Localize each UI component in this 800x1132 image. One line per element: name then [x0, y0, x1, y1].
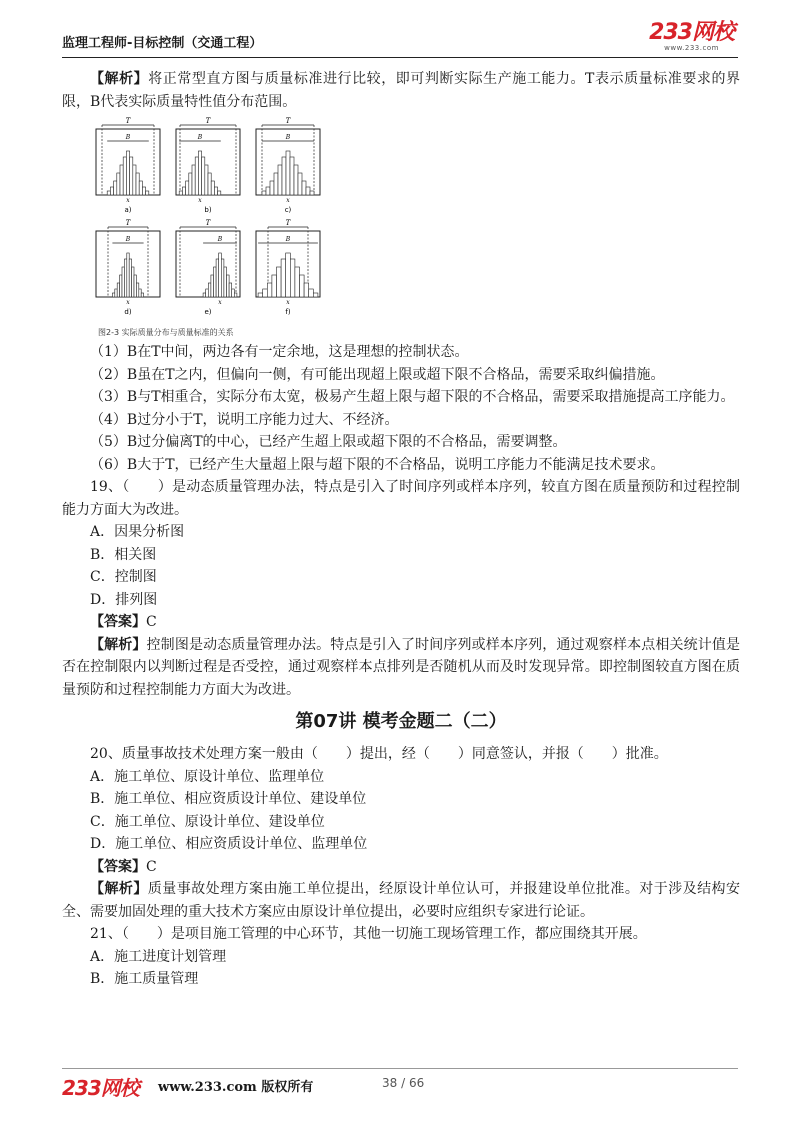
q19-analysis — [62, 634, 740, 702]
histogram-panels — [92, 115, 332, 320]
panel-d-t-label: T — [125, 219, 131, 227]
brand-logo[interactable] — [649, 22, 734, 52]
q19-option-d: D．排列图 — [90, 591, 158, 608]
panel-a-bar — [117, 173, 120, 195]
panel-c-label: c) — [284, 206, 292, 214]
panel-b-t-label: T — [205, 117, 211, 125]
histogram-figure — [92, 115, 332, 337]
panel-c-bar — [302, 181, 306, 195]
panel-f-bar — [272, 275, 277, 297]
panel-e-bar — [206, 289, 209, 297]
answer-tag: 【答案】 — [90, 614, 146, 630]
q20-answer — [62, 856, 740, 879]
q19-answer — [62, 611, 740, 634]
panel-d-label: d) — [124, 308, 132, 316]
document-title: 监理工程师-目标控制（交通工程） — [62, 36, 263, 51]
panel-e-bar — [221, 259, 224, 297]
q20-option-c: C．施工单位、原设计单位、建设单位 — [90, 813, 325, 830]
panel-d-bar — [136, 283, 138, 297]
footer-logo[interactable]: 233网校 — [62, 1076, 139, 1100]
panel-b-x-label: x — [198, 197, 202, 204]
panel-e-bar — [219, 253, 222, 297]
panel-d-bar — [122, 267, 124, 297]
logo-text: 233网校 — [649, 20, 734, 45]
panel-d-x-label: x — [126, 299, 130, 306]
panel-f-bar — [309, 289, 314, 297]
panel-e-bar — [227, 275, 230, 297]
q19-option-a: A．因果分析图 — [90, 524, 185, 540]
panel-e-bar — [234, 293, 237, 297]
panel-e-bar — [208, 283, 211, 297]
analysis-tag: 【解析】 — [90, 71, 149, 87]
panel-c-bar — [310, 191, 314, 195]
explanation-3: （3）B与T相重合，实际分布太宽，极易产生超上限与超下限的不合格品，需要采取措施提高工序能力。 — [90, 389, 735, 405]
page-number: 38 / 66 — [382, 1076, 425, 1090]
panel-b-label: b) — [204, 206, 212, 214]
panel-c-bar — [282, 157, 286, 195]
panel-b-bar — [214, 187, 217, 195]
intro-text: 将正常型直方图与质量标准进行比较，即可判断实际生产施工能力。T表示质量标准要求的界限，B代表实际质量特性值分布范围。 — [62, 71, 741, 110]
panel-c-b-label: B — [285, 134, 291, 141]
panel-f-bar — [263, 289, 268, 297]
panel-a-bar — [123, 157, 126, 195]
panel-c-bar — [286, 151, 290, 195]
panel-d-bar — [129, 259, 131, 297]
panel-f-bar — [300, 275, 305, 297]
analysis-tag: 【解析】 — [90, 881, 148, 897]
panel-b-bar — [192, 165, 195, 195]
panel-f-bar — [281, 259, 286, 297]
panel-f-b-label: B — [285, 236, 291, 243]
analysis-text: 质量事故处理方案由施工单位提出，经原设计单位认可，并报建设单位批准。对于涉及结构安全、需要加固处理的重大技术方案应由原设计单位提出，必要时应组织专家进行论证。 — [62, 881, 741, 920]
panel-f-bar — [258, 293, 263, 297]
page-content — [62, 68, 740, 991]
footer-divider — [62, 1068, 738, 1069]
q20-analysis — [62, 878, 740, 923]
panel-e-bar — [214, 267, 217, 297]
panel-f-x-label: x — [286, 299, 290, 306]
panel-a-label: a) — [124, 206, 132, 214]
panel-a-bar — [133, 165, 136, 195]
answer-value: C — [146, 614, 157, 630]
panel-c-bar — [274, 173, 278, 195]
figure-caption: 图2-3 实际质量分布与质量标准的关系 — [98, 328, 234, 337]
explanation-1: （1）B在T中间，两边各有一定余地，这是理想的控制状态。 — [90, 344, 469, 360]
panel-f-bar — [290, 259, 295, 297]
panel-f-bar — [304, 283, 309, 297]
panel-b-bar — [208, 173, 211, 195]
q21-option-a: A．施工进度计划管理 — [90, 948, 227, 965]
explanation-6: （6）B大于T，已经产生大量超上限与超下限的不合格品，说明工序能力不能满足技术要求。 — [90, 456, 665, 473]
panel-c-x-label: x — [286, 197, 290, 204]
panel-c-bar — [306, 187, 310, 195]
q21-option-b: B．施工质量管理 — [90, 971, 199, 987]
panel-b-bar — [218, 191, 221, 195]
header-divider — [62, 57, 738, 58]
panel-e-bar — [216, 259, 219, 297]
panel-a-bar — [107, 191, 110, 195]
panel-f-bar — [295, 267, 300, 297]
panel-b-bar — [195, 157, 198, 195]
panel-b-bar — [198, 151, 201, 195]
panel-c-t-label: T — [285, 117, 291, 125]
panel-d-bar — [127, 253, 129, 297]
panel-b-bar — [205, 165, 208, 195]
panel-b-b-label: B — [197, 134, 203, 141]
panel-a-bar — [110, 187, 113, 195]
panel-e-bar — [224, 267, 227, 297]
panel-e-b-label: B — [217, 236, 223, 243]
q20-option-d: D．施工单位、相应资质设计单位、监理单位 — [90, 836, 368, 852]
panel-c-bar — [262, 191, 266, 195]
q19-option-c: C．控制图 — [90, 569, 157, 585]
panel-b-bar — [211, 181, 214, 195]
panel-c-bar — [298, 173, 302, 195]
panel-a-bar — [114, 181, 117, 195]
panel-d-b-label: B — [125, 236, 131, 243]
panel-f-bar — [277, 267, 282, 297]
analysis-tag: 【解析】 — [90, 636, 147, 653]
panel-f-label: f) — [285, 308, 291, 316]
panel-e-bar — [232, 289, 235, 297]
answer-value: C — [146, 858, 157, 875]
panel-e-bar — [211, 275, 214, 297]
panel-a-b-label: B — [125, 134, 131, 141]
panel-b-bar — [182, 187, 185, 195]
panel-d-bar — [120, 275, 122, 297]
panel-b-bar — [179, 191, 182, 195]
panel-c-bar — [270, 181, 274, 195]
explanation-4: （4）B过分小于T，说明工序能力过大、不经济。 — [90, 411, 399, 428]
panel-a-x-label: x — [126, 197, 130, 204]
panel-d-bar — [124, 259, 126, 297]
panel-b-bar — [202, 157, 205, 195]
panel-d-bar — [132, 267, 134, 297]
panel-e-label: e) — [204, 308, 212, 316]
panel-a-bar — [142, 187, 145, 195]
question-20: 20、质量事故技术处理方案一般由（ ）提出，经（ ）同意签认，并报（ ）批准。 — [90, 746, 668, 762]
intro-analysis — [62, 68, 740, 113]
panel-d-bar — [134, 275, 136, 297]
panel-e-t-label: T — [205, 219, 211, 227]
section-title: 第07讲 模考金题二（二） — [295, 711, 507, 732]
panel-e-bar — [203, 293, 206, 297]
panel-a-t-label: T — [125, 117, 131, 125]
panel-e-bar — [229, 283, 232, 297]
analysis-text: 控制图是动态质量管理办法。特点是引入了时间序列或样本序列，通过观察样本点相关统计值是否在控制限内以判断过程是否受控，通过观察样本点排列是否随机从而及时发现异常。即控制图较直方图在质量预防和过程控制能力方面大为改进。 — [62, 636, 741, 698]
panel-d-bar — [112, 293, 114, 297]
panel-a-bar — [139, 181, 142, 195]
answer-tag: 【答案】 — [90, 858, 146, 875]
q20-option-b: B．施工单位、相应资质设计单位、建设单位 — [90, 791, 367, 807]
footer-copyright: www.233.com 版权所有 — [158, 1080, 314, 1095]
q19-option-b: B．相关图 — [90, 546, 157, 563]
page-footer — [62, 1072, 738, 1102]
q20-option-a: A．施工单位、原设计单位、监理单位 — [90, 768, 325, 785]
panel-b-bar — [186, 181, 189, 195]
panel-e-x-label: x — [218, 299, 222, 306]
panel-a-bar — [130, 157, 133, 195]
explanation-2: （2）B虽在T之内，但偏向一侧，有可能出现超上限或超下限不合格品，需要采取纠偏措施。 — [90, 366, 665, 383]
panel-a-bar — [126, 151, 129, 195]
logo-url: www.233.com — [664, 44, 719, 52]
panel-b-bar — [189, 173, 192, 195]
panel-a-bar — [146, 191, 149, 195]
panel-f-bar — [313, 293, 318, 297]
panel-c-bar — [266, 187, 270, 195]
panel-f-bar — [286, 253, 291, 297]
panel-a-bar — [136, 173, 139, 195]
panel-c-bar — [294, 165, 298, 195]
panel-d-bar — [139, 289, 141, 297]
panel-c-bar — [278, 165, 282, 195]
question-19: 19、（ ）是动态质量管理办法，特点是引入了时间序列或样本序列，较直方图在质量预防和过程控制能力方面大为改进。 — [62, 479, 740, 518]
explanation-5: （5）B过分偏离T的中心，已经产生超上限或超下限的不合格品，需要调整。 — [90, 434, 567, 450]
question-21: 21、（ ）是项目施工管理的中心环节，其他一切施工现场管理工作，都应围绕其开展。 — [90, 926, 647, 942]
panel-d-bar — [115, 289, 117, 297]
panel-f-t-label: T — [285, 219, 291, 227]
page-header — [62, 22, 738, 56]
panel-c-bar — [290, 157, 294, 195]
panel-d-bar — [117, 283, 119, 297]
panel-d-bar — [141, 293, 143, 297]
panel-f-bar — [267, 283, 272, 297]
panel-a-bar — [120, 165, 123, 195]
